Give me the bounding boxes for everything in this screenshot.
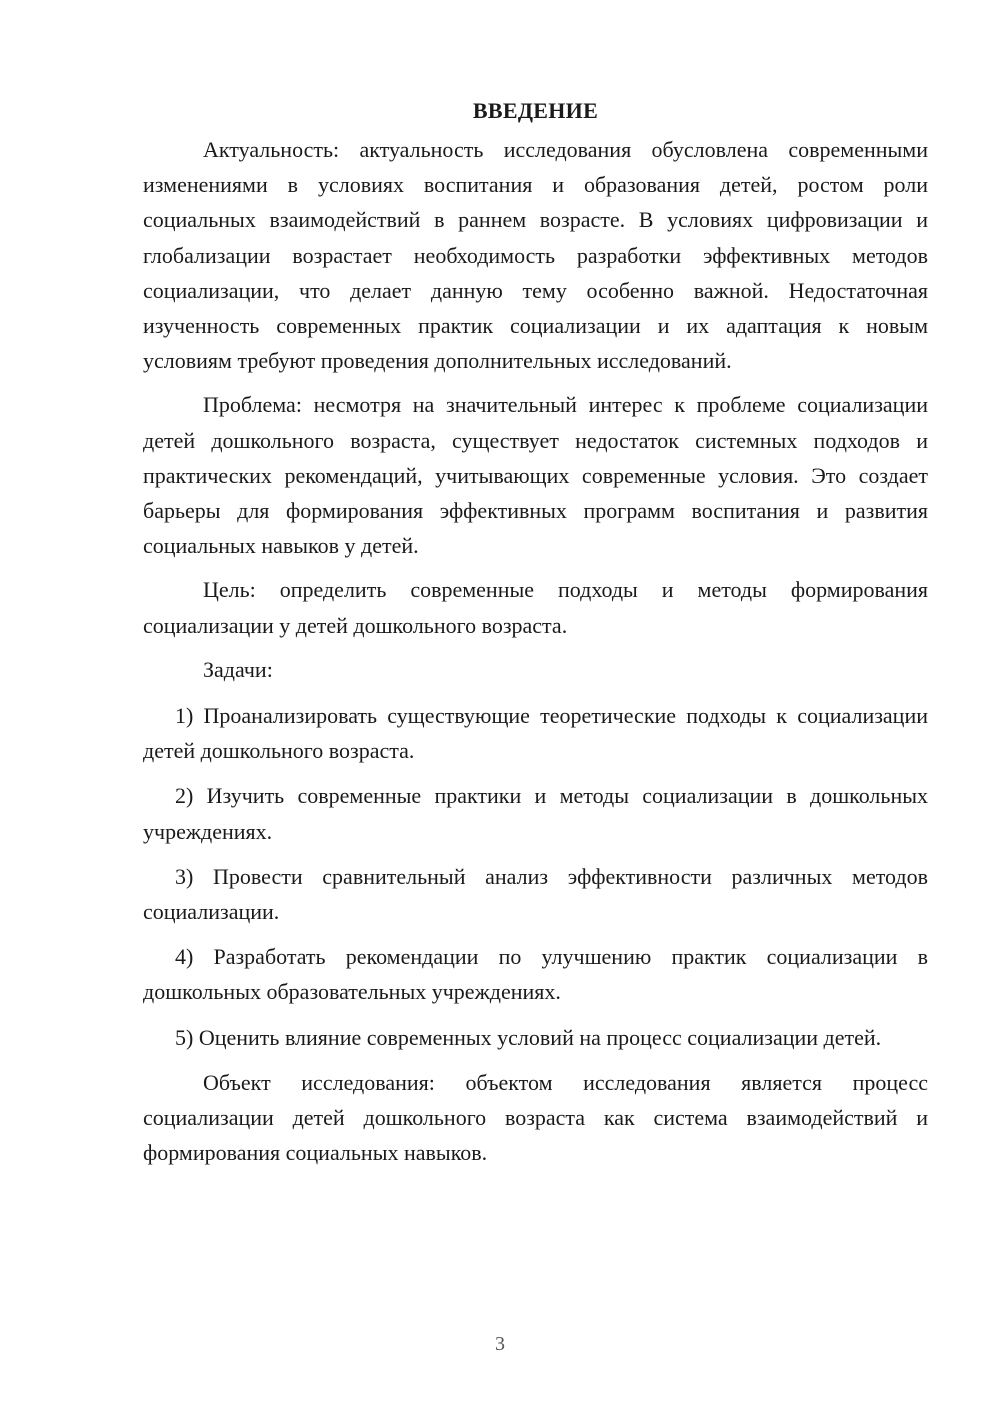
paragraph-object: Объект исследования: объектом исследования является процесс социализации детей дошкольного возраста как система взаимодействий и формирования социальных навыков. xyxy=(143,1069,928,1166)
task-item-4: 4) Разработать рекомендации по улучшению практик социализации в дошкольных образовательных учреждениях. xyxy=(143,944,928,1005)
paragraph-problem: Проблема: несмотря на значительный интерес к проблеме социализации детей дошкольного возраста, существует недостаток системных подходов и практических рекомендаций, учитывающих современные условия. Это создает барьеры для формирования эффективных программ воспитания и развития социальных навыков у детей. xyxy=(143,392,928,559)
tasks-label: Задачи: xyxy=(203,656,273,682)
page-number: 3 xyxy=(495,1333,505,1355)
document-page xyxy=(143,96,928,1179)
section-heading: ВВЕДЕНИЕ xyxy=(472,98,599,123)
paragraph-relevance: Актуальность: актуальность исследования обусловлена современными изменениями в условиях воспитания и образования детей, ростом роли социальных взаимодействий в раннем возрасте. В условиях цифровизации и глобализации возрастает необходимость разработки эффективных методов социализации, что делает данную тему особенно важной. Недостаточная изученность современных практик социализации и их адаптация к новым условиям требуют проведения дополнительных исследований. xyxy=(143,137,928,374)
task-item-3: 3) Провести сравнительный анализ эффективности различных методов социализации. xyxy=(143,863,928,925)
task-item-1: 1) Проанализировать существующие теоретические подходы к социализации детей дошкольного возраста. xyxy=(143,703,928,764)
paragraph-goal: Цель: определить современные подходы и методы формирования социализации у детей дошкольного возраста. xyxy=(143,577,928,638)
task-item-2: 2) Изучить современные практики и методы социализации в дошкольных учреждениях. xyxy=(143,783,928,844)
task-item-5: 5) Оценить влияние современных условий на процесс социализации детей. xyxy=(175,1024,882,1050)
